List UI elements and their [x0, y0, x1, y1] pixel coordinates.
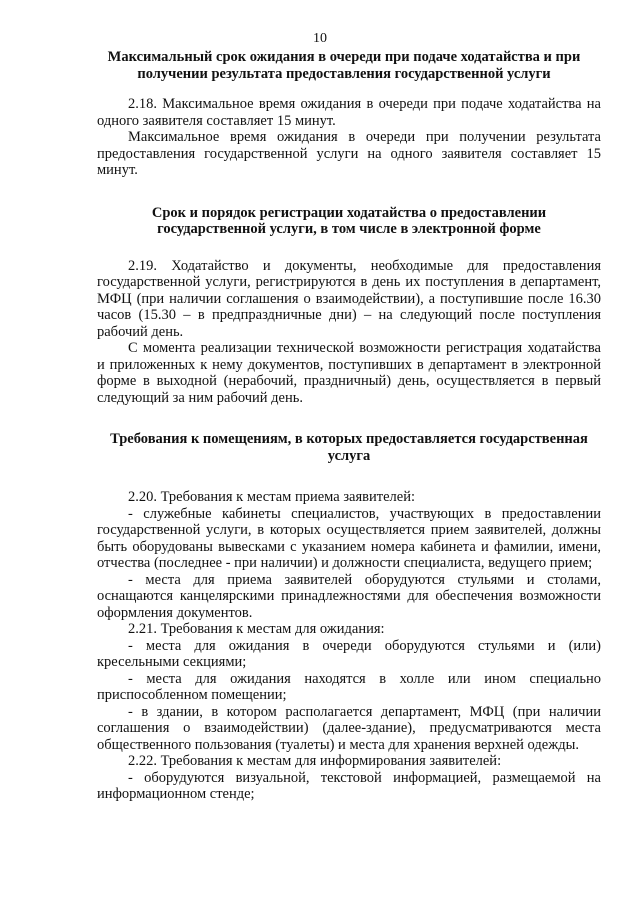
- paragraph-wait-result: Максимальное время ожидания в очереди при получении результата предоставления государственной услуги на одного заявителя составляет 15 минут.: [97, 129, 601, 178]
- section-heading-registration: Срок и порядок регистрации ходатайства о предоставлении государственной услуги, в том числе в электронной форме: [151, 204, 547, 237]
- paragraph-2-18: 2.18. Максимальное время ожидания в очереди при подаче ходатайства на одного заявителя составляет 15 минут.: [97, 96, 601, 129]
- list-item-reception-places: - места для приема заявителей оборудуются стульями и столами, оснащаются канцелярскими принадлежностями для обеспечения возможности оформления документов.: [97, 571, 601, 621]
- paragraph-2-20: 2.20. Требования к местам приема заявителей:: [128, 489, 415, 505]
- page-content: [97, 49, 601, 803]
- list-item-building-facilities: - в здании, в котором располагается департамент, МФЦ (при наличии соглашения о взаимодействии) (далее-здание), предусматриваются места общественного пользования (туалеты) и места для хранения верхней одежды.: [97, 703, 601, 753]
- list-item-waiting-hall: - места для ожидания находятся в холле или ином специально приспособленном помещении;: [97, 670, 601, 703]
- section-heading-wait-time: Максимальный срок ожидания в очереди при подаче ходатайства и при получении результата предоставления государственной услуги: [107, 49, 581, 82]
- paragraph-2-21: 2.21. Требования к местам для ожидания:: [128, 621, 385, 637]
- section-heading-premises: Требования к помещениям, в которых предоставляется государственная услуга: [110, 431, 588, 464]
- list-item-offices: - служебные кабинеты специалистов, участвующих в предоставлении государственной услуги, в которых осуществляется прием заявителей, должны быть оборудованы вывесками с указанием номера кабинета и фамилии, имени, отчества (последнее - при наличии) и должности специалиста, ведущего прием;: [97, 505, 601, 571]
- list-item-queue-seating: - места для ожидания в очереди оборудуются стульями и (или) кресельными секциями;: [97, 637, 601, 670]
- list-item-info-stand: - оборудуются визуальной, текстовой информацией, размещаемой на информационном стенде;: [97, 769, 601, 802]
- page-number: 10: [313, 31, 327, 46]
- paragraph-electronic-registration: С момента реализации технической возможности регистрация ходатайства и приложенных к нему документов, поступивших в департамент в электронной форме в выходной (нерабочий, праздничный) день, осуществляется в первый следующий за ним рабочий день.: [97, 340, 601, 406]
- paragraph-2-19: 2.19. Ходатайство и документы, необходимые для предоставления государственной услуги, регистрируются в день их поступления в департамент, МФЦ (при наличии соглашения о взаимодействии), а поступившие после 16.30 часов (15.30 – в предпраздничные дни) – на следующий после поступления рабочий день.: [97, 257, 601, 340]
- paragraph-2-22: 2.22. Требования к местам для информирования заявителей:: [128, 753, 502, 769]
